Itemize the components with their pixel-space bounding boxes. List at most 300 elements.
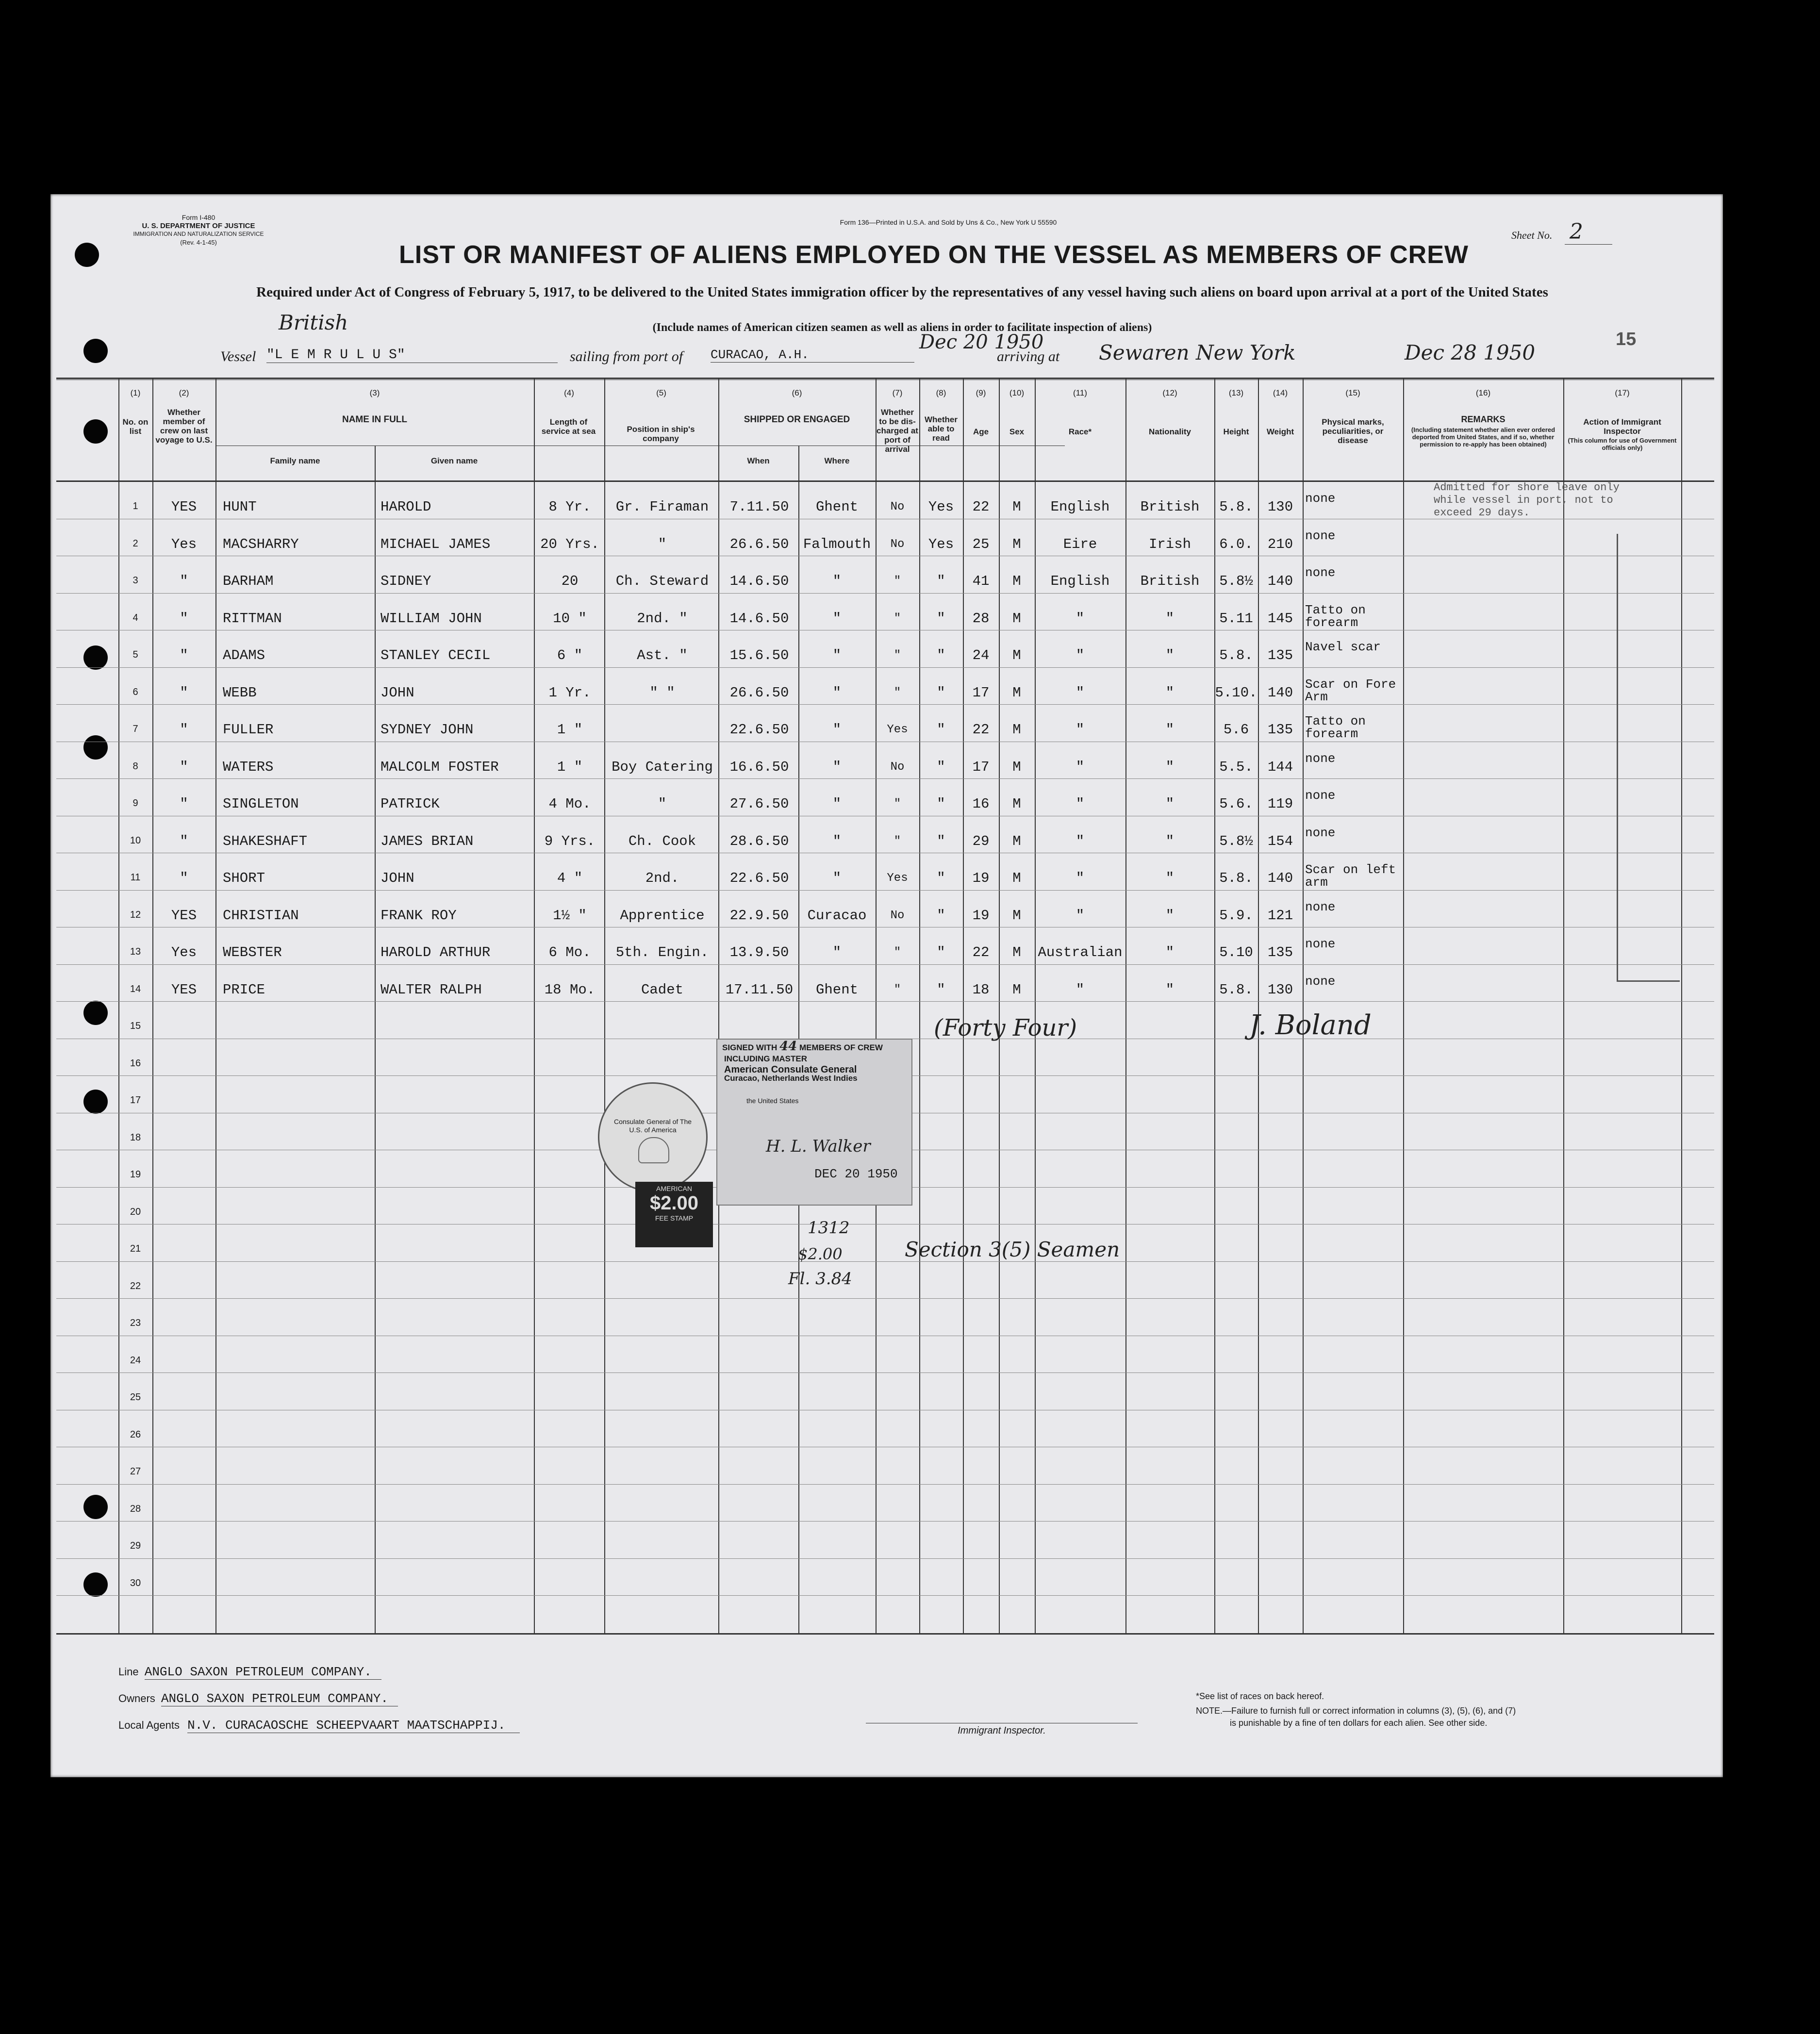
column-number: (12)	[1162, 388, 1177, 397]
cell-marks: none	[1305, 974, 1336, 989]
cell-marks: Tatto on forearm	[1305, 602, 1366, 630]
cell-when: 22.6.50	[729, 722, 789, 738]
cell-discharged: "	[893, 575, 901, 588]
cell-service: 6 "	[557, 647, 583, 663]
cell-position: 2nd. "	[637, 610, 688, 627]
header-able-to-read: Whether able to read	[925, 415, 958, 443]
vessel-label: Vessel	[220, 348, 256, 364]
cell-age: 28	[972, 610, 990, 627]
header-age: Age	[973, 427, 989, 436]
column-number: (3)	[369, 388, 380, 397]
cell-service: 9 Yrs.	[544, 833, 596, 849]
cell-where: "	[832, 573, 842, 589]
cell-when: 26.6.50	[729, 536, 789, 552]
cell-position: Ast. "	[637, 647, 688, 663]
row-rule	[56, 667, 1714, 668]
cell-where: "	[832, 870, 842, 886]
sheet-label: Sheet No.	[1511, 229, 1553, 241]
cell-service: 10 "	[553, 610, 587, 627]
cell-discharged: "	[893, 834, 901, 848]
sheet-number: 2	[1565, 219, 1612, 245]
cell-weight: 144	[1267, 759, 1293, 775]
cell-position: 5th. Engin.	[615, 944, 709, 960]
cell-prev: "	[180, 573, 188, 589]
cell-weight: 135	[1267, 944, 1293, 960]
cell-height: 5.6	[1223, 722, 1249, 738]
cell-service: 1 "	[557, 722, 583, 738]
cell-given: HAROLD	[381, 499, 431, 515]
binder-hole	[83, 1495, 108, 1519]
header-no-on-list: No. on list	[122, 417, 149, 436]
cell-family: FULLER	[223, 722, 274, 738]
remarks-shore-leave-note: Admitted for shore leave only while vessel in port, not to exceed 29 days.	[1434, 481, 1620, 519]
fee-number: 1312	[808, 1218, 850, 1238]
footer-agents	[118, 1718, 520, 1733]
cell-weight: 119	[1267, 796, 1293, 812]
cell-family: ADAMS	[223, 647, 265, 663]
cell-read: "	[937, 684, 945, 701]
cell-nationality: "	[1165, 870, 1175, 886]
cell-weight: 140	[1267, 684, 1293, 701]
form-number: Form I-480	[182, 214, 215, 221]
form-service: IMMIGRATION AND NATURALIZATION SERVICE	[133, 231, 264, 237]
row-rule	[56, 1484, 1714, 1485]
cell-where: "	[832, 722, 842, 738]
header-discharged: Whether to be dis-charged at port of arrival	[877, 408, 918, 454]
agents-label: Local Agents	[118, 1719, 180, 1731]
cell-where: "	[832, 684, 842, 701]
cell-height: 5.8½	[1219, 573, 1253, 589]
cell-age: 29	[972, 833, 990, 849]
cell-read: "	[937, 870, 945, 886]
cell-family: BARHAM	[223, 573, 274, 589]
row-number: 10	[130, 835, 141, 846]
stamp-curacao: Curacao, Netherlands West Indies	[724, 1074, 858, 1083]
row-number: 6	[132, 686, 138, 697]
cell-service: 8 Yr.	[548, 499, 591, 515]
binder-hole	[83, 735, 108, 760]
cell-prev: YES	[171, 907, 197, 924]
cell-given: JOHN	[381, 870, 414, 886]
sailing-date: Dec 20 1950	[919, 331, 1044, 353]
header-when: When	[747, 456, 770, 465]
row-number: 15	[130, 1021, 141, 1031]
cell-service: 1½ "	[553, 907, 587, 924]
revenue-stamp-value: $2.00	[649, 1192, 699, 1214]
cell-marks: Tatto on forearm	[1305, 714, 1366, 741]
cell-sex: M	[1012, 536, 1021, 552]
cell-sex: M	[1012, 499, 1021, 515]
cell-when: 14.6.50	[729, 610, 789, 627]
cell-nationality: Irish	[1148, 536, 1191, 552]
cell-position: Ch. Cook	[628, 833, 696, 849]
cell-race: "	[1075, 981, 1085, 998]
cell-family: WEBSTER	[223, 944, 282, 960]
cell-discharged: "	[893, 983, 901, 996]
cell-family: HUNT	[223, 499, 257, 515]
binder-hole	[83, 339, 108, 363]
cell-weight: 140	[1267, 573, 1293, 589]
cell-height: 5.6.	[1219, 796, 1253, 812]
form-dept-header	[118, 214, 279, 247]
agents-value: N.V. CURACAOSCHE SCHEEPVAART MAATSCHAPPIJ.	[187, 1718, 520, 1733]
cell-marks: none	[1305, 825, 1336, 840]
cell-service: 4 "	[557, 870, 583, 886]
column-number: (2)	[179, 388, 189, 397]
forty-four-note: (Forty Four)	[934, 1014, 1077, 1042]
cell-when: 22.6.50	[729, 870, 789, 886]
inspector-bracket-foot	[1617, 980, 1680, 982]
cell-prev: "	[180, 684, 188, 701]
cell-read: "	[937, 759, 945, 775]
consul-signature: H. L. Walker	[766, 1137, 871, 1156]
column-number: (17)	[1615, 388, 1630, 397]
binder-hole	[75, 243, 99, 267]
cell-race: "	[1075, 870, 1085, 886]
cell-prev: "	[180, 796, 188, 812]
row-number: 19	[130, 1169, 141, 1180]
owners-label: Owners	[118, 1692, 155, 1704]
row-number: 9	[132, 798, 138, 809]
cell-prev: Yes	[171, 944, 197, 960]
cell-age: 19	[972, 870, 990, 886]
cell-marks: none	[1305, 528, 1336, 543]
cell-sex: M	[1012, 722, 1021, 738]
header-physical-marks: Physical marks, peculiarities, or disease	[1322, 417, 1384, 445]
column-number: (10)	[1009, 388, 1025, 397]
cell-given: HAROLD ARTHUR	[381, 944, 491, 960]
cell-given: JOHN	[381, 684, 414, 701]
cell-prev: "	[180, 870, 188, 886]
cell-family: WEBB	[223, 684, 257, 701]
row-number: 12	[130, 909, 141, 920]
immigrant-inspector-label: Immigrant Inspector.	[866, 1723, 1138, 1736]
cell-age: 19	[972, 907, 990, 924]
cell-race: "	[1075, 684, 1085, 701]
column-number: (13)	[1228, 388, 1244, 397]
header-inspector-note: (This column for use of Government officials only)	[1568, 437, 1677, 451]
cell-position: Apprentice	[620, 907, 705, 924]
cell-service: 18 Mo.	[544, 981, 596, 998]
cell-discharged: "	[893, 612, 901, 625]
cell-race: "	[1075, 759, 1085, 775]
binder-hole	[83, 645, 108, 670]
cell-where: Ghent	[815, 499, 858, 515]
header-race: Race*	[1068, 427, 1092, 436]
cell-family: MACSHARRY	[223, 536, 299, 552]
cell-prev: "	[180, 722, 188, 738]
cell-service: 6 Mo.	[548, 944, 591, 960]
revenue-stamp	[635, 1182, 713, 1247]
cell-age: 22	[972, 499, 990, 515]
row-number: 29	[130, 1540, 141, 1551]
cell-sex: M	[1012, 684, 1021, 701]
cell-marks: none	[1305, 899, 1336, 914]
revenue-stamp-fee: FEE STAMP	[655, 1214, 694, 1222]
cell-position: 2nd.	[645, 870, 679, 886]
cell-prev: Yes	[171, 536, 197, 552]
cell-when: 22.9.50	[729, 907, 789, 924]
cell-position: " "	[649, 684, 675, 701]
cell-service: 20	[561, 573, 579, 589]
cell-family: SINGLETON	[223, 796, 299, 812]
cell-given: STANLEY CECIL	[381, 647, 491, 663]
row-number: 22	[130, 1280, 141, 1291]
cell-position: Ch. Steward	[615, 573, 709, 589]
row-number: 3	[132, 575, 138, 586]
cell-read: "	[937, 907, 945, 924]
cell-family: CHRISTIAN	[223, 907, 299, 924]
row-number: 5	[132, 649, 138, 660]
cell-discharged: No	[890, 537, 905, 551]
cell-prev: "	[180, 610, 188, 627]
cell-sex: M	[1012, 870, 1021, 886]
stamp-signed-with: SIGNED WITH 44 MEMBERS OF CREW	[722, 1039, 883, 1054]
cell-age: 22	[972, 944, 990, 960]
row-number: 28	[130, 1503, 141, 1514]
line-label: Line	[118, 1666, 139, 1678]
cell-position: Boy Catering	[612, 759, 713, 775]
manifest-sheet	[50, 194, 1723, 1777]
consulate-seal	[598, 1082, 708, 1192]
column-number: (4)	[564, 388, 574, 397]
row-number: 20	[130, 1206, 141, 1217]
cell-sex: M	[1012, 981, 1021, 998]
cell-age: 16	[972, 796, 990, 812]
column-number: (8)	[936, 388, 946, 397]
cell-given: WALTER RALPH	[381, 981, 482, 998]
cell-given: FRANK ROY	[381, 907, 457, 924]
cell-nationality: "	[1165, 610, 1175, 627]
cell-prev: "	[180, 759, 188, 775]
cell-age: 17	[972, 759, 990, 775]
row-rule	[56, 964, 1714, 965]
cell-height: 5.10	[1219, 944, 1253, 960]
cell-sex: M	[1012, 573, 1021, 589]
cell-when: 15.6.50	[729, 647, 789, 663]
cell-nationality: "	[1165, 684, 1175, 701]
stamp-consulate: American Consulate General	[724, 1064, 857, 1075]
cell-given: MALCOLM FOSTER	[381, 759, 499, 775]
cell-read: Yes	[928, 499, 954, 515]
cell-where: Curacao	[807, 907, 867, 924]
stamp-us: the United States	[746, 1097, 799, 1105]
cell-prev: YES	[171, 981, 197, 998]
column-number: (11)	[1073, 388, 1087, 397]
page-number: 15	[1616, 329, 1637, 349]
cell-race: Eire	[1063, 536, 1097, 552]
cell-given: SYDNEY JOHN	[381, 722, 474, 738]
arrival-date: Dec 28 1950	[1405, 341, 1536, 364]
header-remarks-note: (Including statement whether alien ever ordered deported from United States, and if so, whether permission to re-apply has been obtained)	[1411, 426, 1555, 448]
eagle-icon	[638, 1137, 669, 1163]
cell-where: "	[832, 610, 842, 627]
column-number: (1)	[130, 388, 141, 397]
cell-height: 6.0.	[1219, 536, 1253, 552]
cell-nationality: British	[1140, 499, 1200, 515]
row-rule	[56, 593, 1714, 594]
cell-height: 5.8.	[1219, 981, 1253, 998]
row-number: 26	[130, 1429, 141, 1440]
consulate-stamp	[716, 1039, 912, 1206]
cell-sex: M	[1012, 907, 1021, 924]
cell-when: 16.6.50	[729, 759, 789, 775]
cell-discharged: No	[890, 760, 905, 774]
cell-given: SIDNEY	[381, 573, 431, 589]
cell-race: Australian	[1038, 944, 1123, 960]
cell-read: "	[937, 981, 945, 998]
penalty-note-1: NOTE.—Failure to furnish full or correct information in columns (3), (5), (6), and (7)	[1196, 1706, 1516, 1716]
cell-nationality: "	[1165, 722, 1175, 738]
cell-nationality: "	[1165, 647, 1175, 663]
cell-sex: M	[1012, 944, 1021, 960]
cell-discharged: "	[893, 797, 901, 810]
binder-hole	[83, 1090, 108, 1114]
subtitle-note: (Include names of American citizen seamen as well as aliens in order to facilitate inspection of aliens)	[652, 321, 1152, 334]
cell-race: "	[1075, 610, 1085, 627]
master-signature: J. Boland	[1249, 1009, 1372, 1041]
row-rule	[56, 778, 1714, 779]
stamp-including: INCLUDING MASTER	[724, 1054, 807, 1063]
subtitle-act: Required under Act of Congress of February 5, 1917, to be delivered to the United States immigration officer by the representatives of any vessel having such aliens on board upon arrival at a port of the United States	[256, 284, 1548, 300]
cell-family: SHORT	[223, 870, 265, 886]
row-rule	[56, 1261, 1714, 1262]
cell-read: "	[937, 722, 945, 738]
cell-age: 41	[972, 573, 990, 589]
section-seamen-note: Section 3(5) Seamen	[905, 1238, 1120, 1261]
binder-hole	[83, 1572, 108, 1597]
row-number: 1	[132, 501, 138, 512]
cell-race: English	[1050, 499, 1110, 515]
page-title: LIST OR MANIFEST OF ALIENS EMPLOYED ON THE VESSEL AS MEMBERS OF CREW	[399, 241, 1469, 269]
cell-marks: Scar on left arm	[1305, 862, 1396, 890]
cell-weight: 130	[1267, 981, 1293, 998]
cell-prev: YES	[171, 499, 197, 515]
cell-nationality: "	[1165, 796, 1175, 812]
cell-family: WATERS	[223, 759, 274, 775]
cell-discharged: Yes	[887, 872, 908, 885]
cell-race: "	[1075, 647, 1085, 663]
row-rule	[56, 1001, 1714, 1002]
cell-marks: none	[1305, 565, 1336, 580]
header-sex: Sex	[1009, 427, 1025, 436]
cell-prev: "	[180, 647, 188, 663]
row-number: 14	[130, 983, 141, 994]
cell-given: WILLIAM JOHN	[381, 610, 482, 627]
cell-when: 26.6.50	[729, 684, 789, 701]
cell-discharged: No	[890, 500, 905, 513]
header-inspector-action: Action of Immigrant Inspector	[1583, 417, 1661, 436]
cell-weight: 154	[1267, 833, 1293, 849]
row-number: 8	[132, 761, 138, 772]
column-number: (9)	[976, 388, 986, 397]
florin-amount: Fl. 3.84	[788, 1269, 852, 1289]
row-number: 16	[130, 1058, 141, 1069]
header-where: Where	[824, 456, 850, 465]
cell-nationality: "	[1165, 981, 1175, 998]
header-shipped-engaged: SHIPPED OR ENGAGED	[744, 414, 850, 425]
race-note: *See list of races on back hereof.	[1196, 1691, 1324, 1701]
cell-marks: none	[1305, 491, 1336, 506]
row-number: 7	[132, 724, 138, 734]
column-number: (15)	[1345, 388, 1360, 397]
header-nationality: Nationality	[1149, 427, 1191, 436]
printer-line: Form 136—Printed in U.S.A. and Sold by Uns & Co., New York U 55590	[840, 218, 1057, 226]
cell-read: "	[937, 610, 945, 627]
vessel-name: "L E M R U L U S"	[266, 347, 558, 363]
cell-when: 14.6.50	[729, 573, 789, 589]
cell-nationality: "	[1165, 944, 1175, 960]
cell-sex: M	[1012, 833, 1021, 849]
vessel-nationality-note: British	[279, 311, 348, 334]
cell-discharged: Yes	[887, 723, 908, 736]
cell-weight: 140	[1267, 870, 1293, 886]
cell-where: "	[832, 759, 842, 775]
cell-age: 24	[972, 647, 990, 663]
seal-text: Consulate General of The U.S. of America	[613, 1118, 692, 1134]
cell-height: 5.11	[1219, 610, 1253, 627]
cell-height: 5.5.	[1219, 759, 1253, 775]
header-family-name: Family name	[270, 456, 320, 465]
column-number: (6)	[792, 388, 802, 397]
cell-when: 27.6.50	[729, 796, 789, 812]
cell-nationality: "	[1165, 833, 1175, 849]
cell-family: SHAKESHAFT	[223, 833, 308, 849]
cell-sex: M	[1012, 759, 1021, 775]
header-given-name: Given name	[430, 456, 478, 465]
cell-family: RITTMAN	[223, 610, 282, 627]
cell-nationality: "	[1165, 759, 1175, 775]
row-number: 2	[132, 538, 138, 549]
header-height: Height	[1223, 427, 1249, 436]
cell-read: "	[937, 573, 945, 589]
cell-discharged: "	[893, 649, 901, 662]
cell-where: "	[832, 833, 842, 849]
header-weight: Weight	[1266, 427, 1294, 436]
cell-height: 5.8½	[1219, 833, 1253, 849]
row-number: 13	[130, 946, 141, 957]
cell-age: 25	[972, 536, 990, 552]
column-number: (7)	[892, 388, 903, 397]
cell-when: 28.6.50	[729, 833, 789, 849]
cell-where: "	[832, 796, 842, 812]
column-number: (16)	[1475, 388, 1491, 397]
cell-height: 5.8.	[1219, 499, 1253, 515]
fee-amount: $2.00	[798, 1245, 843, 1263]
cell-when: 17.11.50	[725, 981, 794, 998]
cell-where: Ghent	[815, 981, 858, 998]
cell-prev: "	[180, 833, 188, 849]
header-previous-voyage: Whether member of crew on last voyage to U.S.	[155, 408, 213, 445]
sailing-label: sailing from port of	[570, 348, 683, 364]
header-name-in-full: NAME IN FULL	[342, 414, 408, 425]
cell-age: 22	[972, 722, 990, 738]
binder-hole	[83, 419, 108, 444]
header-length-of-service: Length of service at sea	[541, 417, 596, 436]
form-rev: (Rev. 4-1-45)	[180, 239, 217, 246]
arriving-label: arriving at	[997, 348, 1060, 364]
row-rule	[56, 1298, 1714, 1299]
cell-sex: M	[1012, 610, 1021, 627]
cell-service: 1 "	[557, 759, 583, 775]
cell-race: English	[1050, 573, 1110, 589]
cell-service: 20 Yrs.	[540, 536, 599, 552]
cell-family: PRICE	[223, 981, 265, 998]
cell-read: "	[937, 796, 945, 812]
cell-race: "	[1075, 833, 1085, 849]
form-dept: U. S. DEPARTMENT OF JUSTICE	[142, 222, 255, 230]
cell-nationality: British	[1140, 573, 1200, 589]
